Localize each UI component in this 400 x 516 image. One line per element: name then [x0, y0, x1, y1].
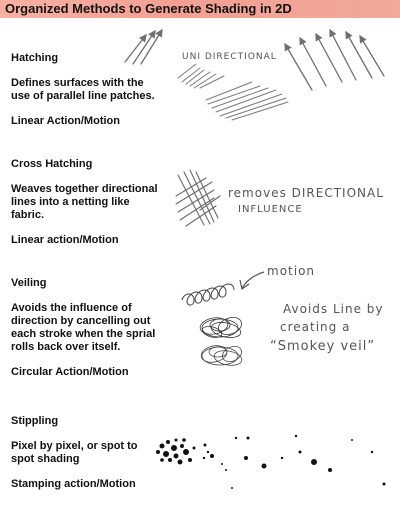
- cross-hatching-patch: [176, 170, 220, 226]
- section-description: Avoids the influence of direction by cancelling out each stroke when the sprial rolls back over itself.: [11, 302, 156, 353]
- section-action: Linear Action/Motion: [11, 115, 120, 127]
- hatching-strokes-patch: [206, 82, 288, 120]
- stippling-dots: [156, 435, 386, 489]
- veiling-scribble-2: [200, 343, 244, 367]
- veiling-spiral-loops: [182, 284, 234, 305]
- cross-hatching-note-2: INFLUENCE: [238, 204, 303, 215]
- hatching-strokes-small: [178, 64, 224, 88]
- page-title: Organized Methods to Generate Shading in 2D: [5, 1, 292, 16]
- veiling-scribble-1: [199, 314, 244, 340]
- section-heading: Hatching: [11, 52, 59, 64]
- section-action: Circular Action/Motion: [11, 366, 129, 378]
- veiling-motion-note: motion: [267, 264, 316, 278]
- veiling-note-3: “Smokey veil”: [270, 339, 376, 354]
- veiling-note-2: creating a: [280, 320, 351, 334]
- section-heading: Stippling: [11, 415, 59, 427]
- section-description: Pixel by pixel, or spot to spot shading: [11, 440, 138, 465]
- veiling-note-1: Avoids Line by: [283, 302, 384, 316]
- section-heading: Cross Hatching: [11, 158, 93, 170]
- section-action: Linear action/Motion: [11, 234, 119, 246]
- cross-hatching-note-1: removes DIRECTIONAL: [228, 186, 384, 200]
- section-action: Stamping action/Motion: [11, 478, 136, 490]
- hatching-arrows-right: [285, 30, 384, 90]
- hatching-arrows-left: [125, 30, 162, 64]
- section-description: Defines surfaces with the use of parallel line patches.: [11, 77, 155, 102]
- veiling-arrow: [242, 272, 264, 288]
- hatching-note: UNI DIRECTIONAL: [182, 52, 277, 62]
- section-description: Weaves together directional lines into a netting like fabric.: [11, 183, 158, 221]
- section-heading: Veiling: [11, 277, 47, 289]
